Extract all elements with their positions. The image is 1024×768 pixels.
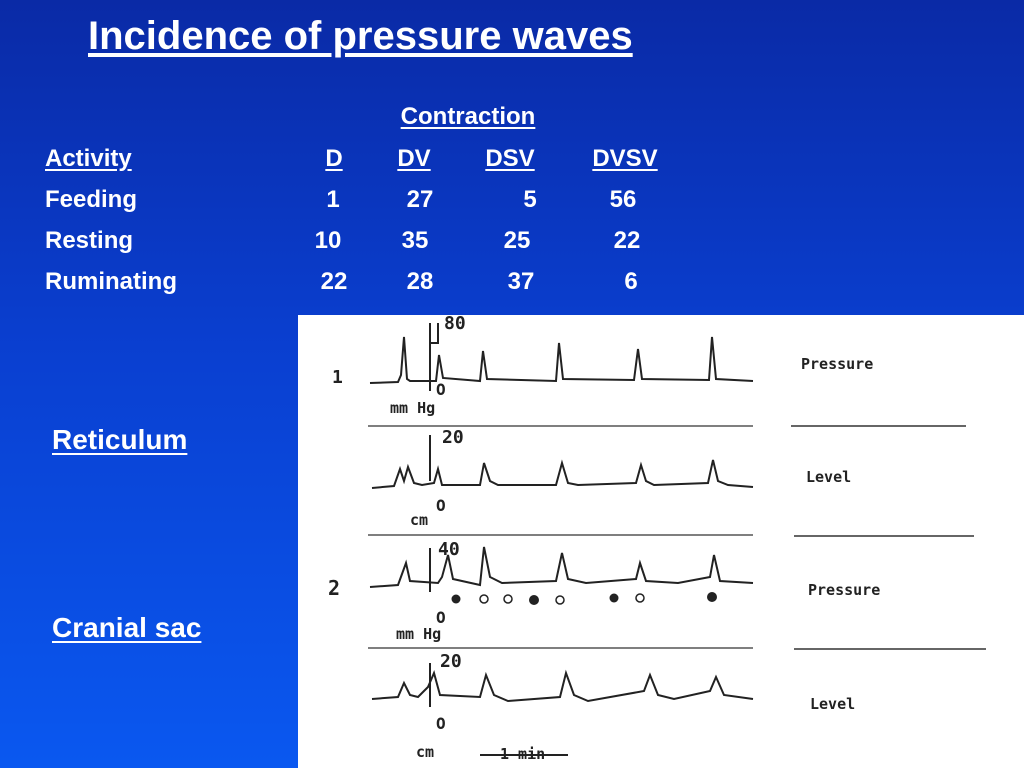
unit-4: cm	[416, 743, 435, 761]
row-resting-dv: 35	[401, 227, 429, 254]
row-feeding-dvsv: 56	[609, 186, 637, 213]
scale-zero-2: O	[436, 496, 446, 515]
row-feeding-dsv: 5	[523, 186, 537, 213]
header-d: D	[325, 145, 343, 172]
header-activity: Activity	[45, 145, 132, 172]
contraction-markers	[452, 592, 718, 605]
row-ruminating-dvsv: 6	[624, 268, 638, 295]
unit-1: mm Hg	[390, 399, 436, 417]
trace-number-1: 1	[332, 367, 343, 388]
header-dsv: DSV	[485, 145, 535, 172]
contraction-table	[0, 0, 1024, 320]
row-feeding-activity: Feeding	[45, 186, 138, 213]
pressure-trace-figure	[298, 315, 1024, 768]
row-feeding-d: 1	[326, 186, 340, 213]
row-ruminating-activity: Ruminating	[45, 268, 177, 295]
marker-open	[480, 595, 488, 603]
row-ruminating-d: 22	[320, 268, 348, 295]
time-label: 1 min	[500, 745, 546, 763]
trace-1-pressure	[370, 337, 753, 383]
scale-zero-3: O	[436, 608, 446, 627]
header-dv: DV	[397, 145, 431, 172]
marker-open	[636, 594, 644, 602]
row-feeding-dv: 27	[406, 186, 434, 213]
trace-3-pressure	[370, 547, 753, 587]
row-resting-dsv: 25	[503, 227, 531, 254]
right-label-2: Level	[806, 468, 852, 486]
marker-open	[556, 596, 564, 604]
scale-zero-4: O	[436, 714, 446, 733]
reticulum-label: Reticulum	[52, 424, 188, 455]
scale-zero-1: O	[436, 380, 446, 399]
scale-top-3: 40	[438, 539, 460, 560]
right-label-1: Pressure	[801, 355, 874, 373]
scale-top-1: 80	[444, 315, 466, 334]
unit-2: cm	[410, 511, 429, 529]
marker-filled	[707, 592, 717, 602]
cranial-sac-label: Cranial sac	[52, 612, 202, 643]
right-label-4: Level	[810, 695, 856, 713]
row-resting-activity: Resting	[45, 227, 134, 254]
trace-number-2: 2	[328, 576, 341, 600]
header-dvsv: DVSV	[592, 145, 658, 172]
contraction-header: Contraction	[400, 103, 536, 130]
marker-filled	[610, 594, 619, 603]
unit-3: mm Hg	[396, 625, 442, 643]
scale-top-2: 20	[442, 427, 464, 448]
slide-title: Incidence of pressure waves	[88, 14, 633, 58]
marker-open	[504, 595, 512, 603]
row-resting-d: 10	[314, 227, 342, 254]
marker-filled	[529, 595, 539, 605]
row-resting-dvsv: 22	[613, 227, 641, 254]
row-ruminating-dsv: 37	[507, 268, 535, 295]
row-ruminating-dv: 28	[406, 268, 434, 295]
marker-filled	[452, 595, 461, 604]
trace-svg	[298, 315, 1024, 768]
right-label-3: Pressure	[808, 581, 881, 599]
scale-top-4: 20	[440, 651, 462, 672]
